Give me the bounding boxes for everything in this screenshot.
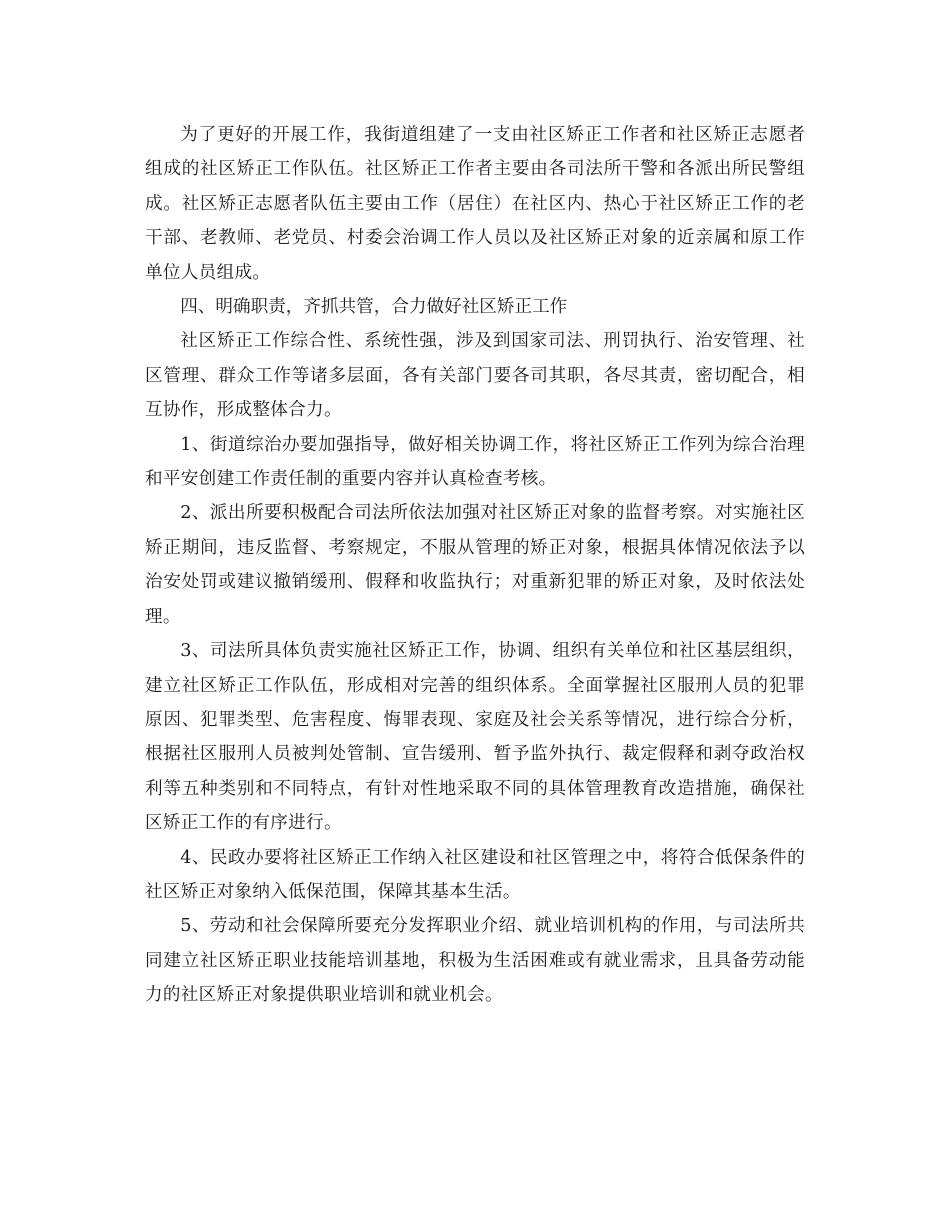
document-body xyxy=(145,118,805,1013)
paragraph-team-composition: 为了更好的开展工作，我街道组建了一支由社区矫正工作者和社区矫正志愿者组成的社区矫正工作队伍。社区矫正工作者主要由各司法所干警和各派出所民警组成。社区矫正志愿者队伍主要由工作（居住）在社区内、热心于社区矫正工作的老干部、老教师、老党员、村委会治调工作人员以及社区矫正对象的近亲属和原工作单位人员组成。 xyxy=(145,125,805,283)
paragraph-overview: 社区矫正工作综合性、系统性强，涉及到国家司法、刑罚执行、治安管理、社区管理、群众工作等诸多层面，各有关部门要各司其职，各尽其责，密切配合，相互协作，形成整体合力。 xyxy=(145,331,805,421)
paragraph-item-1: 1、街道综治办要加强指导，做好相关协调工作，将社区矫正工作列为综合治理和平安创建工作责任制的重要内容并认真检查考核。 xyxy=(145,434,805,490)
paragraph-item-2: 2、派出所要积极配合司法所依法加强对社区矫正对象的监督考察。对实施社区矫正期间，违反监督、考察规定，不服从管理的矫正对象，根据具体情况依法予以治安处罚或建议撤销缓刑、假释和收监执行；对重新犯罪的矫正对象，及时依法处理。 xyxy=(145,503,805,627)
paragraph-item-5: 5、劳动和社会保障所要充分发挥职业介绍、就业培训机构的作用，与司法所共同建立社区矫正职业技能培训基地，积极为生活困难或有就业需求，且具备劳动能力的社区矫正对象提供职业培训和就业机会。 xyxy=(145,916,805,1006)
paragraph-item-3: 3、司法所具体负责实施社区矫正工作，协调、组织有关单位和社区基层组织，建立社区矫正工作队伍，形成相对完善的组织体系。全面掌握社区服刑人员的犯罪原因、犯罪类型、危害程度、悔罪表现、家庭及社会关系等情况，进行综合分析，根据社区服刑人员被判处管制、宣告缓刑、暂予监外执行、裁定假释和剥夺政治权利等五种类别和不同特点，有针对性地采取不同的具体管理教育改造措施，确保社区矫正工作的有序进行。 xyxy=(145,641,805,834)
paragraph-item-4: 4、民政办要将社区矫正工作纳入社区建设和社区管理之中，将符合低保条件的社区矫正对象纳入低保范围，保障其基本生活。 xyxy=(145,847,805,902)
section-heading-responsibilities: 四、明确职责，齐抓共管，合力做好社区矫正工作 xyxy=(180,297,568,318)
